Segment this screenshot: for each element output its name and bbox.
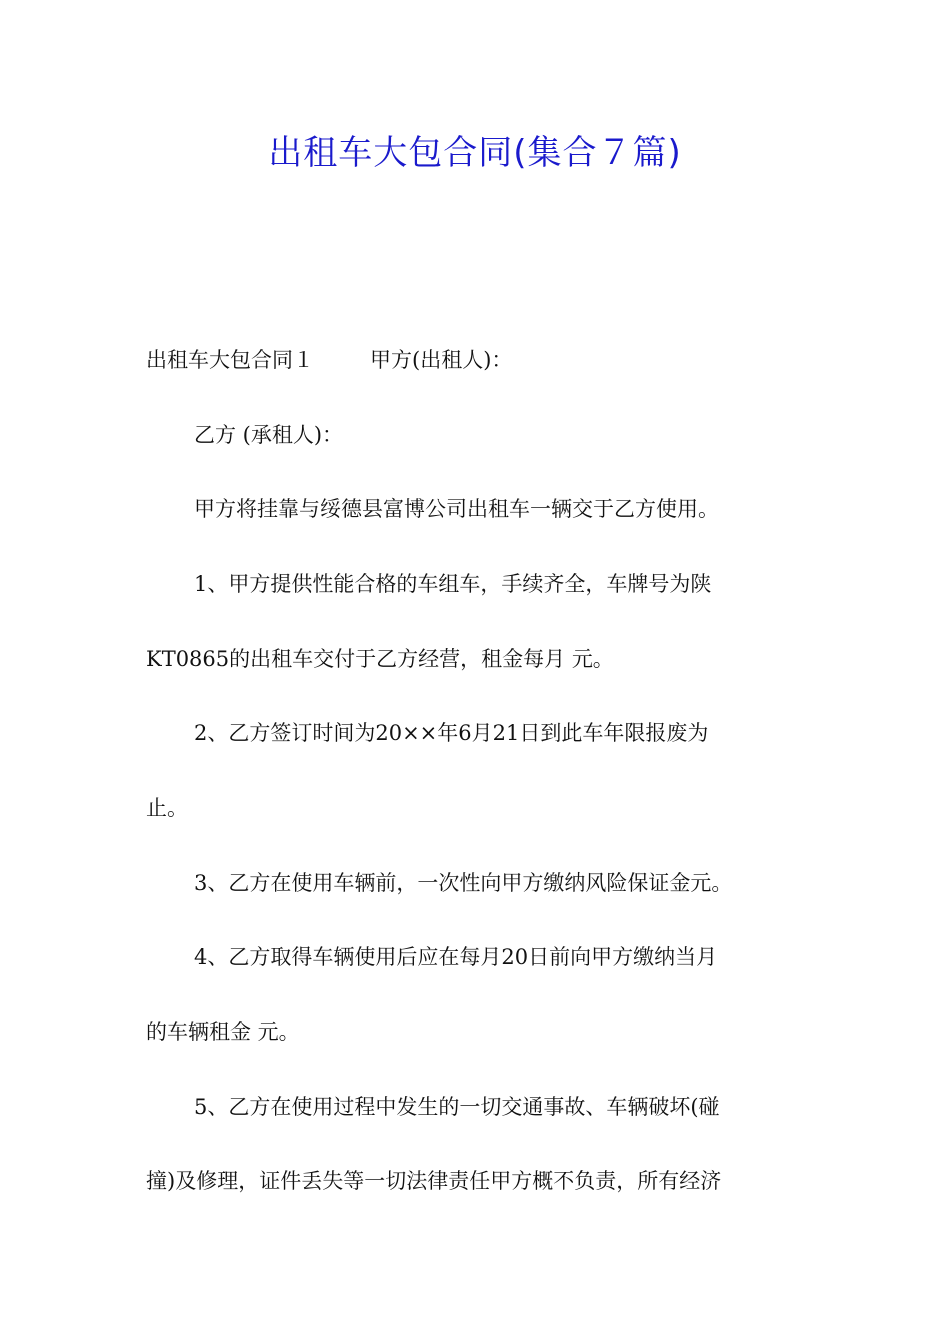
clause-3-line-1: 3、乙方在使用车辆前，一次性向甲方缴纳风险保证金元。 <box>194 871 733 895</box>
clause-1-line-2: KT0865的出租车交付于乙方经营，租金每月 元。 <box>146 647 614 671</box>
party-b-line: 乙方 (承租人)： <box>194 423 344 447</box>
paragraph-heading-line <box>146 344 811 376</box>
clause-2-line-2: 止。 <box>146 796 188 820</box>
party-a-label: 甲方(出租人)： <box>370 348 513 372</box>
contract-heading: 出租车大包合同１ <box>146 348 314 372</box>
clause-5-line-1: 5、乙方在使用过程中发生的一切交通事故、车辆破坏(碰 <box>194 1095 720 1119</box>
clause-5-line-2: 撞)及修理，证件丢失等一切法律责任甲方概不负责，所有经济 <box>146 1169 722 1193</box>
document-title: 出租车大包合同(集合７篇) <box>268 133 682 173</box>
clause-2-line-1: 2、乙方签订时间为20××年6月21日到此车年限报废为 <box>194 721 709 745</box>
clause-4-line-1: 4、乙方取得车辆使用后应在每月20日前向甲方缴纳当月 <box>194 945 718 969</box>
clause-4-line-2: 的车辆租金 元。 <box>146 1020 300 1044</box>
clause-1-line-1: 1、甲方提供性能合格的车组车，手续齐全，车牌号为陕 <box>194 572 712 596</box>
paragraph-line: 甲方将挂靠与绥德县富博公司出租车一辆交于乙方使用。 <box>194 497 719 521</box>
